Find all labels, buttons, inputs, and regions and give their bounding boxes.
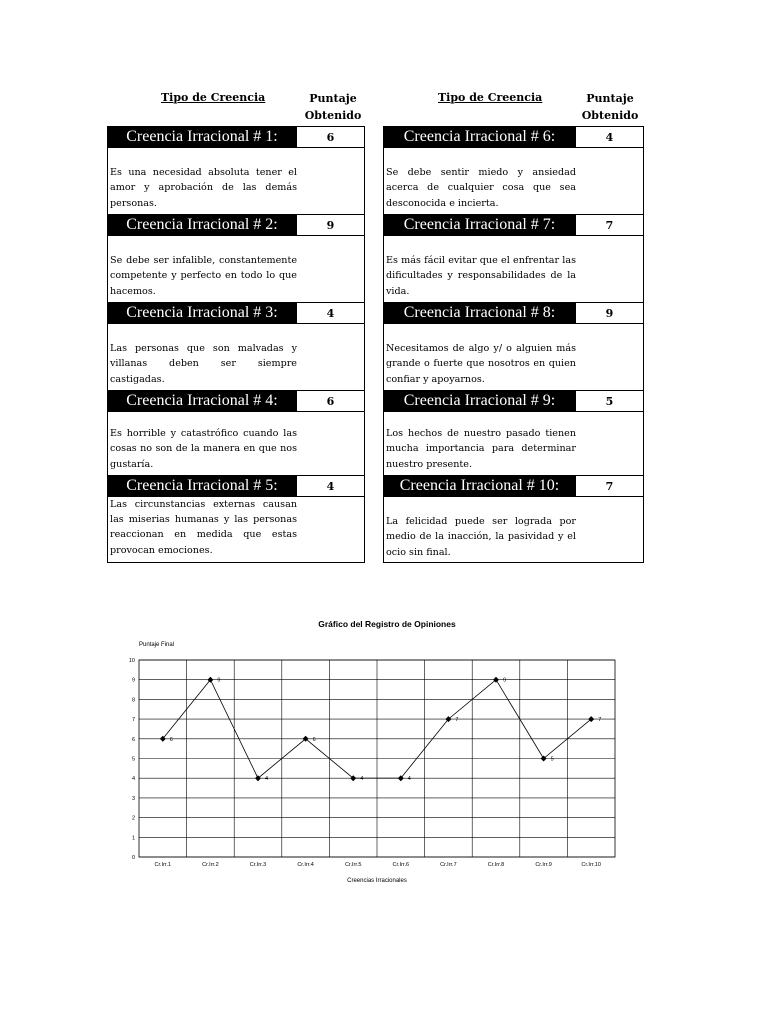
- belief-score-blank: [297, 148, 365, 214]
- belief-score-blank: [576, 236, 644, 302]
- column-header-tipo-left: Tipo de Creencia: [161, 91, 266, 104]
- belief-row-6: [383, 126, 644, 214]
- y-tick-label: 0: [131, 855, 135, 861]
- x-tick-label: Cr.Irr.6: [392, 862, 410, 868]
- belief-description-box: [107, 412, 297, 475]
- belief-description: La felicidad puede ser lograda por medio de la inacción, la pasividad y el ocio sin final.: [386, 515, 576, 559]
- data-label: 9: [217, 677, 221, 684]
- belief-row-2: [107, 214, 365, 302]
- belief-title: Creencia Irracional # 3:: [107, 302, 297, 324]
- chart-title: Gráfico del Registro de Opiniones: [318, 619, 456, 629]
- belief-score: 7: [576, 214, 644, 236]
- belief-row-9: [383, 390, 644, 475]
- data-label: 9: [503, 677, 507, 684]
- x-axis-label: Creencias Irracionales: [347, 878, 407, 884]
- data-label: 6: [169, 736, 173, 743]
- y-axis-label: Puntaje Final: [139, 642, 175, 648]
- belief-description: Las personas que son malvadas y villanas deben ser siempre castigadas.: [110, 342, 297, 386]
- y-tick-label: 3: [131, 795, 135, 802]
- belief-description-box: [383, 412, 576, 475]
- x-tick-label: Cr.Irr.8: [487, 862, 505, 868]
- belief-score: 6: [297, 126, 365, 148]
- belief-row-4: [107, 390, 365, 475]
- data-label: 4: [265, 776, 269, 783]
- puntaje-label: Puntaje: [309, 92, 357, 105]
- belief-description-box: [107, 324, 297, 390]
- belief-score: 9: [576, 302, 644, 324]
- belief-description: Se debe sentir miedo y ansiedad acerca de cualquier cosa que sea desconocida e incierta.: [386, 166, 576, 210]
- belief-description-box: [383, 324, 576, 390]
- belief-description-box: [107, 148, 297, 214]
- belief-title: Creencia Irracional # 4:: [107, 390, 297, 412]
- belief-row-3: [107, 302, 365, 390]
- belief-description: Es una necesidad absoluta tener el amor y aprobación de las demás personas.: [110, 166, 297, 210]
- y-tick-label: 7: [131, 717, 135, 724]
- y-tick-label: 1: [131, 835, 135, 842]
- belief-description: Es más fácil evitar que el enfrentar las dificultades y responsabilidades de la vida.: [386, 254, 576, 298]
- belief-description-box: [383, 148, 576, 214]
- table-bottom-border-right: [383, 562, 644, 563]
- y-tick-label: 8: [131, 697, 135, 704]
- belief-row-8: [383, 302, 644, 390]
- column-header-tipo-right: Tipo de Creencia: [438, 91, 543, 104]
- belief-title: Creencia Irracional # 2:: [107, 214, 297, 236]
- belief-row-10: [383, 475, 644, 563]
- column-header-puntaje-right: [576, 90, 644, 124]
- belief-score-blank: [576, 412, 644, 475]
- obtenido-label: Obtenido: [304, 109, 362, 122]
- column-header-puntaje-left: [299, 90, 367, 124]
- y-tick-label: 2: [131, 815, 135, 822]
- data-label: 7: [455, 717, 459, 724]
- x-tick-label: Cr.Irr.9: [535, 862, 552, 868]
- y-tick-label: 9: [131, 677, 135, 684]
- belief-score: 7: [576, 475, 644, 497]
- belief-title: Creencia Irracional # 9:: [383, 390, 576, 412]
- belief-description: Las circunstancias externas causan las miserias humanas y las personas reaccionan en medida que estas provocan emociones.: [110, 499, 297, 556]
- belief-score-blank: [297, 497, 365, 563]
- belief-title: Creencia Irracional # 5:: [107, 475, 297, 497]
- x-tick-label: Cr.Irr.2: [202, 862, 219, 868]
- belief-row-1: [107, 126, 365, 214]
- belief-title: Creencia Irracional # 1:: [107, 126, 297, 148]
- belief-row-5: [107, 475, 365, 563]
- belief-score-blank: [297, 324, 365, 390]
- data-label: 6: [312, 736, 316, 743]
- belief-description: Se debe ser infalible, constantemente competente y perfecto en todo lo que hacemos.: [110, 254, 297, 298]
- belief-score: 6: [297, 390, 365, 412]
- belief-title: Creencia Irracional # 8:: [383, 302, 576, 324]
- x-tick-label: Cr.Irr.1: [154, 862, 172, 868]
- y-tick-label: 4: [131, 776, 135, 783]
- series-line: [160, 677, 601, 783]
- belief-row-7: [383, 214, 644, 302]
- table-bottom-border-left: [107, 562, 365, 563]
- obtenido-label: Obtenido: [581, 109, 639, 122]
- belief-score-blank: [297, 236, 365, 302]
- belief-description: Necesitamos de algo y/ o alguien más grande o fuerte que nosotros en quien confiar y apoyarnos.: [386, 342, 576, 386]
- belief-score-blank: [576, 148, 644, 214]
- belief-score: 4: [576, 126, 644, 148]
- belief-title: Creencia Irracional # 7:: [383, 214, 576, 236]
- belief-score: 4: [297, 475, 365, 497]
- belief-description-box: [383, 236, 576, 302]
- data-label: 5: [550, 756, 554, 763]
- belief-score-blank: [297, 412, 365, 475]
- y-tick-label: 5: [131, 756, 135, 763]
- belief-description-box: [383, 497, 576, 563]
- y-tick-label: 6: [131, 736, 135, 743]
- puntaje-label: Puntaje: [586, 92, 634, 105]
- x-tick-label: Cr.Irr.3: [249, 862, 267, 868]
- belief-score: 5: [576, 390, 644, 412]
- belief-score-blank: [576, 497, 644, 563]
- x-tick-label: Cr.Irr.10: [581, 862, 601, 868]
- x-axis-ticks: [155, 862, 601, 868]
- belief-description: Es horrible y catastrófico cuando las cosas no son de la manera en que nos gustaría.: [110, 427, 297, 471]
- line-chart: [0, 600, 768, 900]
- belief-description: Los hechos de nuestro pasado tienen mucha importancia para determinar nuestro presente.: [386, 427, 576, 471]
- data-label: 4: [407, 776, 411, 783]
- y-axis-ticks: [129, 658, 135, 861]
- x-tick-label: Cr.Irr.5: [344, 862, 362, 868]
- x-tick-label: Cr.Irr.4: [297, 862, 314, 868]
- belief-score: 4: [297, 302, 365, 324]
- belief-score-blank: [576, 324, 644, 390]
- belief-score: 9: [297, 214, 365, 236]
- belief-description-box: [107, 236, 297, 302]
- data-label: 7: [598, 717, 602, 724]
- belief-title: Creencia Irracional # 10:: [383, 475, 576, 497]
- belief-title: Creencia Irracional # 6:: [383, 126, 576, 148]
- x-tick-label: Cr.Irr.7: [440, 862, 457, 868]
- data-label: 4: [360, 776, 364, 783]
- belief-description-box: [107, 497, 297, 563]
- y-tick-label: 10: [128, 658, 135, 664]
